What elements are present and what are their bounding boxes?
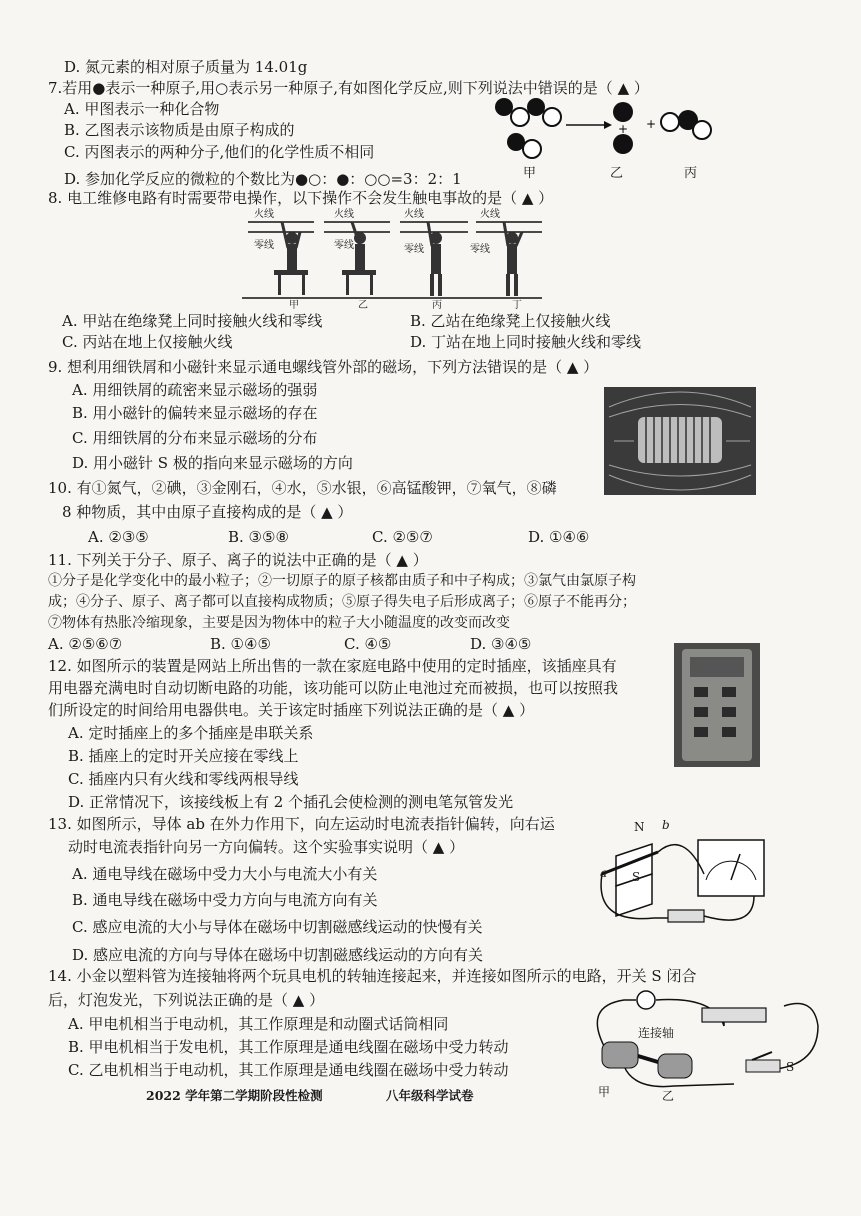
q8-stem: 8. 电工维修电路有时需要带电操作，以下操作不会发生触电事故的是（ ▲ ） (48, 189, 554, 207)
q6-option-d: D. 氮元素的相对原子质量为 14.01g (64, 58, 308, 76)
q13-option-c: C. 感应电流的大小与导体在磁场中切割磁感线运动的快慢有关 (72, 918, 483, 936)
q7-option-d: D. 参加化学反应的微粒的个数比为●○：●：○○=3：2：1 (64, 170, 462, 188)
svg-text:+: + (618, 122, 629, 136)
q8-neutral-label-2: 零线 (334, 240, 354, 251)
q11-option-a: A. ②⑤⑥⑦ (48, 635, 123, 653)
q9-stem: 9. 想利用细铁屑和小磁针来显示通电螺线管外部的磁场，下列方法错误的是（ ▲ ） (48, 358, 599, 376)
q13-stem-line1: 13. 如图所示，导体 ab 在外力作用下，向左运动时电流表指针偏转，向右运 (48, 815, 555, 833)
q14-label-s: S (786, 1060, 795, 1074)
q14-stem-line1: 14. 小金以塑料管为连接轴将两个玩具电机的转轴连接起来，并连接如图所示的电路，开关 S 闭合 (48, 967, 697, 985)
timer-socket-photo (674, 643, 760, 767)
q8-option-b: B. 乙站在绝缘凳上仅接触火线 (410, 312, 611, 330)
q7-option-a: A. 甲图表示一种化合物 (64, 100, 220, 118)
q8-label-jia: 甲 (289, 300, 299, 311)
q8-option-d: D. 丁站在地上同时接触火线和零线 (410, 333, 642, 351)
q12-option-d: D. 正常情况下，该接线板上有 2 个插孔会使检测的测电笔氖管发光 (68, 793, 514, 811)
q12-option-b: B. 插座上的定时开关应接在零线上 (68, 747, 299, 765)
q10-option-c: C. ②⑤⑦ (372, 528, 433, 546)
q8-neutral-label-4: 零线 (470, 244, 490, 255)
q8-label-ding: 丁 (512, 300, 522, 311)
q10-stem-line1: 10. 有①氮气，②碘，③金刚石，④水，⑤水银，⑥高锰酸钾，⑦氧气，⑧磷 (48, 479, 557, 497)
q8-label-bing: 丙 (432, 300, 442, 311)
q8-option-a: A. 甲站在绝缘凳上同时接触火线和零线 (62, 312, 323, 330)
q13-label-n: N (634, 820, 645, 834)
q13-label-s: S (632, 870, 641, 884)
q13-induction-diagram (594, 834, 784, 932)
q13-option-a: A. 通电导线在磁场中受力大小与电流大小有关 (72, 865, 378, 883)
q11-statement-line1: ①分子是化学变化中的最小粒子；②一切原子的原子核都由质子和中子构成；③氯气由氯原子构 (48, 573, 636, 589)
q9-option-d: D. 用小磁针 S 极的指向来显示磁场的方向 (72, 454, 353, 472)
q14-motor-circuit (574, 986, 830, 1098)
q11-option-b: B. ①④⑤ (210, 635, 271, 653)
q11-option-d: D. ③④⑤ (470, 635, 532, 653)
q14-option-c: C. 乙电机相当于电动机，其工作原理是通电线圈在磁场中受力转动 (68, 1061, 509, 1079)
q8-live-label-2: 火线 (334, 209, 354, 220)
q11-option-c: C. ④⑤ (344, 635, 392, 653)
q12-stem-line3: 们所设定的时间给用电器供电。关于该定时插座下列说法正确的是（ ▲ ） (48, 701, 535, 719)
q8-figures (242, 206, 546, 310)
svg-text:+: + (646, 117, 657, 131)
q10-option-d: D. ①④⑥ (528, 528, 590, 546)
q13-option-b: B. 通电导线在磁场中受力方向与电流方向有关 (72, 891, 378, 909)
footer-subject: 八年级科学试卷 (386, 1088, 474, 1103)
q7-label-jia: 甲 (523, 166, 537, 181)
q8-live-label-1: 火线 (254, 209, 274, 220)
q10-option-b: B. ③⑤⑧ (228, 528, 289, 546)
q14-label-jia: 甲 (598, 1085, 611, 1099)
q11-stem: 11. 下列关于分子、原子、离子的说法中正确的是（ ▲ ） (48, 551, 428, 569)
q14-label-yi: 乙 (662, 1089, 675, 1103)
q7-option-c: C. 丙图表示的两种分子,他们的化学性质不相同 (64, 143, 375, 161)
footer-term: 2022 学年第二学期阶段性检测 (146, 1088, 323, 1103)
q12-option-a: A. 定时插座上的多个插座是串联关系 (68, 724, 314, 742)
q8-neutral-label-1: 零线 (254, 240, 274, 251)
q7-label-bing: 丙 (684, 166, 698, 181)
q10-stem-line2: 8 种物质，其中由原子直接构成的是（ ▲ ） (62, 503, 353, 521)
q14-option-b: B. 甲电机相当于发电机，其工作原理是通电线圈在磁场中受力转动 (68, 1038, 509, 1056)
q12-stem-line2: 用电器充满电时自动切断电路的功能，该功能可以防止电池过充而被损，也可以按照我 (48, 679, 619, 697)
q7-label-yi: 乙 (610, 166, 624, 181)
q12-option-c: C. 插座内只有火线和零线两根导线 (68, 770, 299, 788)
q8-neutral-label-3: 零线 (404, 244, 424, 255)
q14-option-a: A. 甲电机相当于电动机，其工作原理是和动圈式话筒相同 (68, 1015, 449, 1033)
q13-option-d: D. 感应电流的方向与导体在磁场中切割磁感线运动的方向有关 (72, 946, 484, 964)
q12-stem-line1: 12. 如图所示的装置是网站上所出售的一款在家庭电路中使用的定时插座，该插座具有 (48, 657, 617, 675)
q8-label-yi: 乙 (358, 300, 368, 311)
q8-live-label-3: 火线 (404, 209, 424, 220)
q9-option-a: A. 用细铁屑的疏密来显示磁场的强弱 (72, 381, 318, 399)
q13-label-a: a (600, 866, 608, 880)
q11-statement-line3: ⑦物体有热胀冷缩现象，主要是因为物体中的粒子大小随温度的改变而改变 (48, 615, 510, 631)
q11-statement-line2: 成；④分子、原子、离子都可以直接构成物质；⑤原子得失电子后形成离子；⑥原子不能再分； (48, 594, 636, 610)
q14-stem-line2: 后，灯泡发光，下列说法正确的是（ ▲ ） (48, 991, 325, 1009)
q13-label-b: b (662, 818, 670, 832)
solenoid-iron-filings-photo (604, 387, 756, 495)
q7-option-b: B. 乙图表示该物质是由原子构成的 (64, 121, 295, 139)
q9-option-b: B. 用小磁针的偏转来显示磁场的存在 (72, 404, 318, 422)
q7-stem: 7.若用●表示一种原子,用○表示另一种原子,有如图化学反应,则下列说法中错误的是（ ▲ ） (48, 79, 649, 97)
q10-option-a: A. ②③⑤ (88, 528, 149, 546)
q14-axis-label: 连接轴 (638, 1026, 675, 1040)
q9-option-c: C. 用细铁屑的分布来显示磁场的分布 (72, 429, 318, 447)
q13-stem-line2: 动时电流表指针向另一方向偏转。这个实验事实说明（ ▲ ） (68, 838, 465, 856)
q8-live-label-4: 火线 (480, 209, 500, 220)
q8-option-c: C. 丙站在地上仅接触火线 (62, 333, 233, 351)
